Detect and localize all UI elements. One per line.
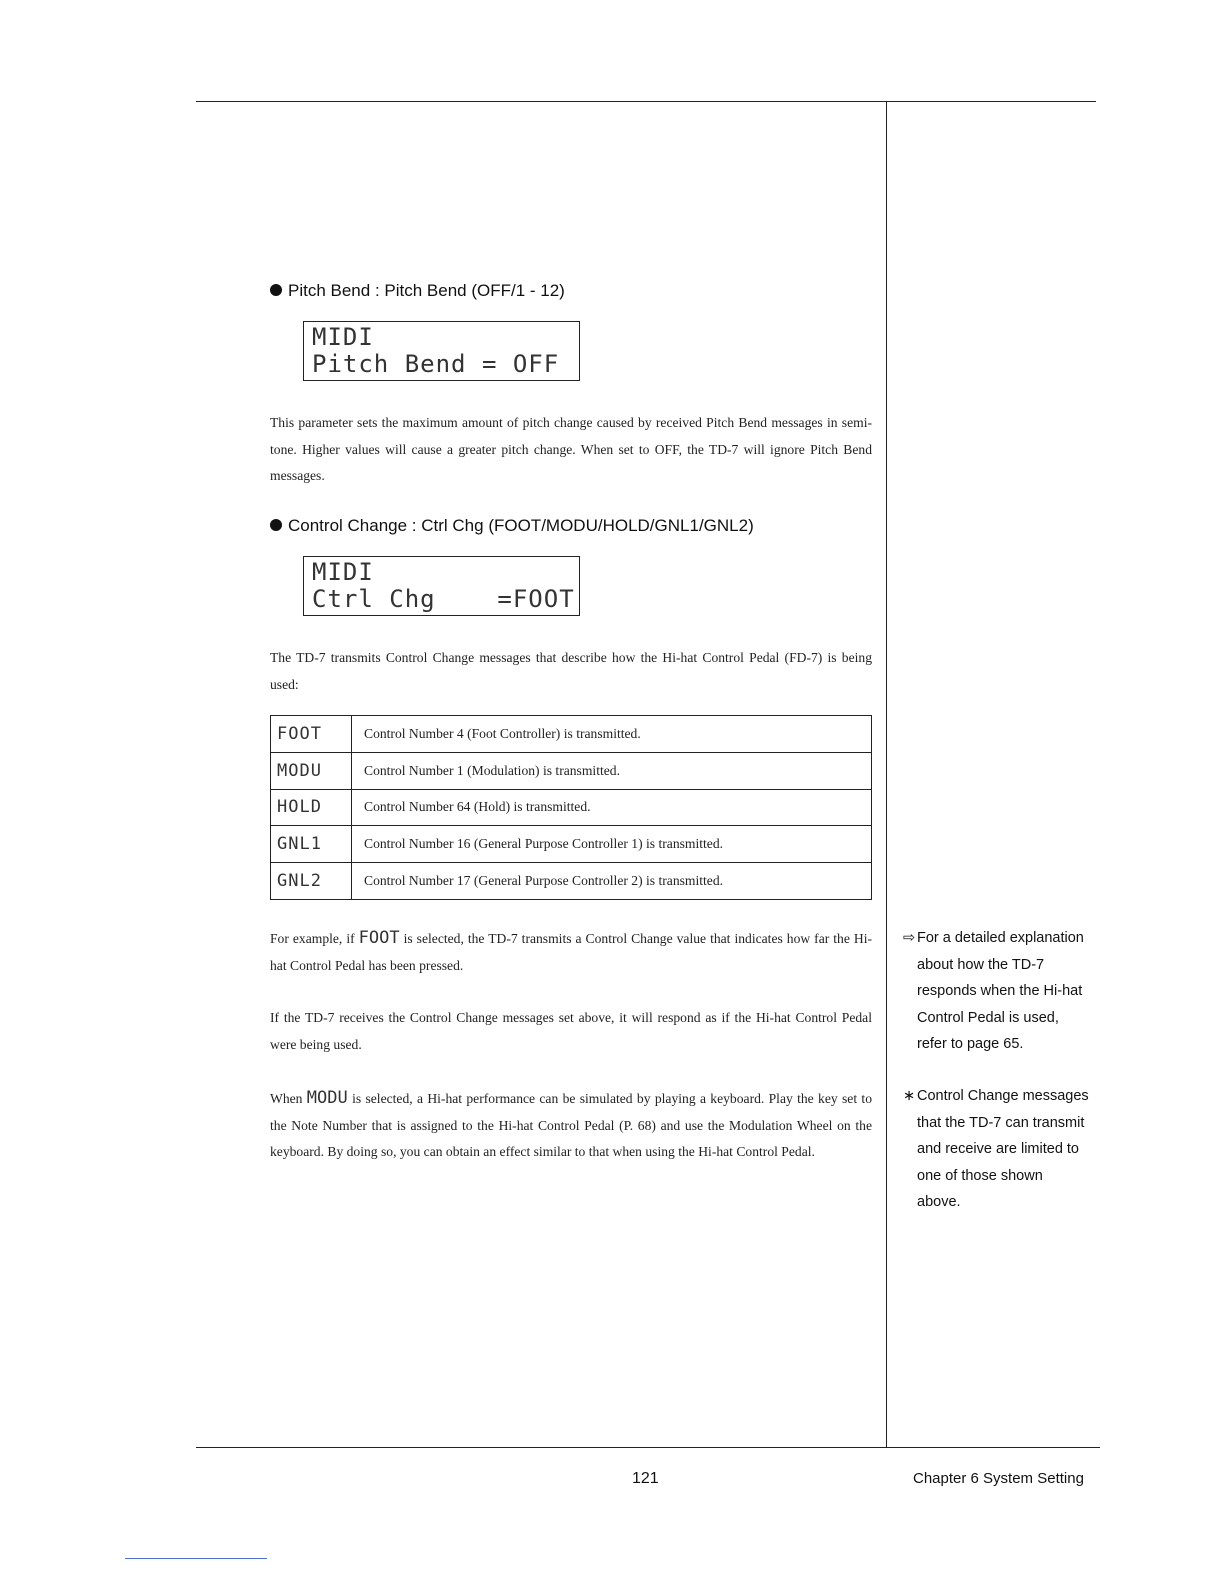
inline-lcd-code: FOOT xyxy=(358,928,400,948)
table-row xyxy=(271,863,872,900)
lcd-line-1: MIDI xyxy=(312,323,374,351)
arrow-icon: ⇨ xyxy=(903,930,916,946)
top-rule xyxy=(196,101,1096,102)
option-description: Control Number 4 (Foot Controller) is transmitted. xyxy=(352,716,872,753)
control-change-table xyxy=(270,715,872,900)
sidebar-divider xyxy=(886,101,887,1447)
page-number: 121 xyxy=(632,1470,659,1487)
footer-underline xyxy=(125,1558,267,1559)
lcd-line-1: MIDI xyxy=(312,558,374,586)
sidebar-note-limit: ∗ Control Change messages that the TD-7 can transmit and receive are limited to one of those shown above. xyxy=(903,1083,1089,1216)
asterisk-icon: ∗ xyxy=(903,1088,916,1104)
modu-paragraph: When MODU is selected, a Hi-hat performance can be simulated by playing a keyboard. Play the key set to the Note Number that is assigned to the Hi-hat Control Pedal (P. 68) and use the Modulation Wheel on the keyboard. By doing so, you can obtain an effect similar to that when using the Hi-hat Control Pedal. xyxy=(270,1088,872,1159)
option-code: GNL1 xyxy=(271,826,352,863)
control-change-intro: The TD-7 transmits Control Change messages that describe how the Hi-hat Control Pedal (FD-7) is being used: xyxy=(270,650,872,692)
option-description: Control Number 17 (General Purpose Controller 2) is transmitted. xyxy=(352,863,872,900)
bottom-rule xyxy=(196,1447,1100,1448)
table-row xyxy=(271,826,872,863)
table-row xyxy=(271,752,872,789)
table-row xyxy=(271,716,872,753)
option-description: Control Number 64 (Hold) is transmitted. xyxy=(352,789,872,826)
lcd-line-2: Ctrl Chg =FOOT xyxy=(312,585,575,613)
control-change-lcd xyxy=(303,556,580,616)
bullet-icon xyxy=(270,284,282,296)
option-code: MODU xyxy=(271,752,352,789)
table-row xyxy=(271,789,872,826)
foot-example-paragraph: For example, if FOOT is selected, the TD-7 transmits a Control Change value that indicates how far the Hi-hat Control Pedal has been pressed. xyxy=(270,928,873,973)
control-change-heading: Control Change : Ctrl Chg (FOOT/MODU/HOLD/GNL1/GNL2) xyxy=(270,516,754,536)
inline-lcd-code: MODU xyxy=(306,1088,348,1108)
lcd-line-2: Pitch Bend = OFF xyxy=(312,350,560,378)
option-description: Control Number 1 (Modulation) is transmitted. xyxy=(352,752,872,789)
option-code: GNL2 xyxy=(271,863,352,900)
pitch-bend-heading: Pitch Bend : Pitch Bend (OFF/1 - 12) xyxy=(270,281,565,301)
sidebar-note-reference: ⇨ For a detailed explanation about how the TD-7 responds when the Hi-hat Control Pedal is used, refer to page 65. xyxy=(903,925,1089,1058)
option-code: HOLD xyxy=(271,789,352,826)
option-code: FOOT xyxy=(271,716,352,753)
pitch-bend-description: This parameter sets the maximum amount of pitch change caused by received Pitch Bend messages in semi-tone. Higher values will cause a greater pitch change. When set to OFF, the TD-7 will ignore Pitch Bend messages. xyxy=(270,415,872,483)
pitch-bend-lcd xyxy=(303,321,580,381)
receive-paragraph: If the TD-7 receives the Control Change messages set above, it will respond as if the Hi-hat Control Pedal were being used. xyxy=(270,1010,872,1052)
bullet-icon xyxy=(270,519,282,531)
option-description: Control Number 16 (General Purpose Controller 1) is transmitted. xyxy=(352,826,872,863)
chapter-label: Chapter 6 System Setting xyxy=(913,1470,1084,1487)
